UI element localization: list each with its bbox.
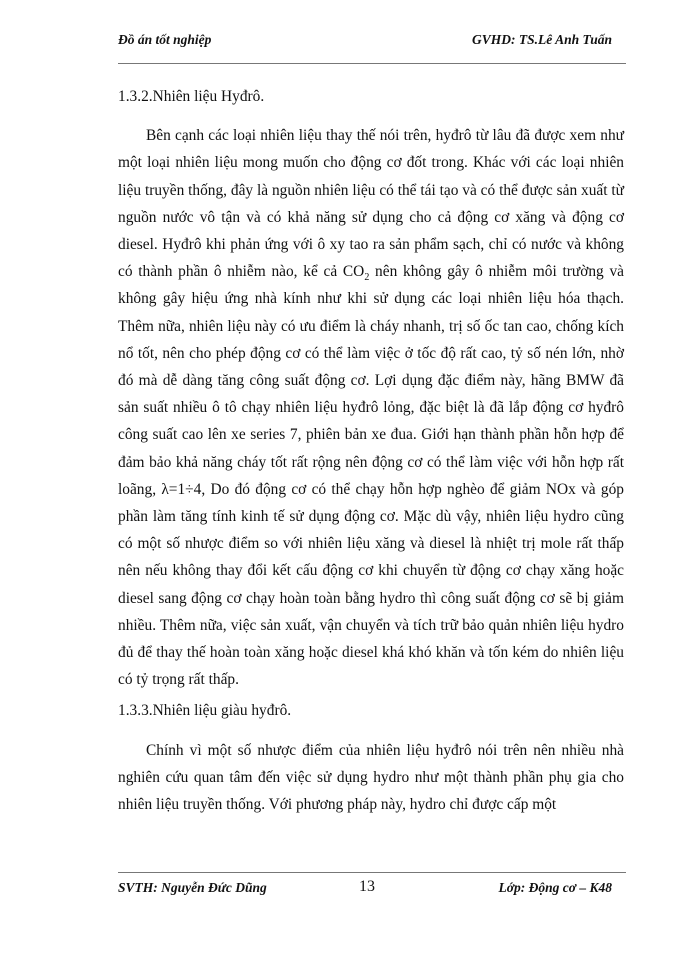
paragraph-hydrogen-rich: Chính vì một số nhược điểm của nhiên liệu hyđrô nói trên nên nhiều nhà nghiên cứu quan tâm đến việc sử dụng hydro như một thành phần phụ gia cho nhiên liệu truyền thống. Với phương pháp này, hydro chỉ được cấp một <box>118 741 624 814</box>
header-advisor: GVHD: TS.Lê Anh Tuấn <box>471 32 612 47</box>
section-heading-hydrogen-rich: 1.3.3.Nhiên liệu giàu hyđrô. <box>118 702 292 720</box>
co2-subscript: 2 <box>364 272 370 284</box>
paragraph-hydrogen-part-b: nên không gây ô nhiễm môi trường và không gây hiệu ứng nhà kính như khi sử dụng các loại nhiên liệu hóa thạch. Thêm nữa, nhiên liệu này có ưu điểm là cháy nhanh, trị số ốc tan cao, chống kích nổ tốt, nên cho phép động cơ có thể làm việc ở tốc độ rất cao, tỷ số nén lớn, nhờ đó mà dễ dàng tăng công suất động cơ. Lợi dụng đặc điểm này, hãng BMW đã sản suất nhiều ô tô chạy nhiên liệu hyđrô lỏng, đặc biệt là đã lắp động cơ hyđrô công suất cao lên xe series 7, phiên bản xe đua. Giới hạn thành phần hỗn hợp để đảm bảo khả năng cháy tốt rất rộng nên động cơ có thể làm việc với hỗn hợp rất loãng, λ=1÷4, Do đó động cơ có thể chạy hỗn hợp nghèo để giảm NOx và góp phần làm tăng tính kinh tế sử dụng động cơ. Mặc dù vậy, nhiên liệu hydro cũng có một số nhược điểm so với nhiên liệu xăng và diesel là nhiệt trị mole rất thấp nên nếu không thay đổi kết cấu động cơ khi chuyển từ động cơ chạy xăng hoặc diesel sang động cơ chạy hoàn toàn bằng hydro thì công suất động cơ sẽ bị giảm nhiều. Thêm nữa, việc sản xuất, vận chuyển và tích trữ bảo quản nhiên liệu hydro đủ để thay thế hoàn toàn xăng hoặc diesel khá khó khăn và tốn kém do nhiên liệu có tỷ trọng rất thấp. <box>118 263 624 689</box>
header-divider <box>118 63 626 64</box>
footer-divider <box>118 872 626 873</box>
page-footer <box>118 880 612 900</box>
footer-student: SVTH: Nguyễn Đức Dũng <box>118 880 267 895</box>
header-document-title: Đồ án tốt nghiệp <box>118 32 212 47</box>
footer-class: Lớp: Động cơ – K48 <box>498 880 612 895</box>
paragraph-hydrogen <box>118 122 624 693</box>
section-heading-hydrogen: 1.3.2.Nhiên liệu Hyđrô. <box>118 88 265 105</box>
page-number: 13 <box>359 878 375 895</box>
page-header <box>118 32 612 52</box>
page-body <box>118 83 624 822</box>
paragraph-hydrogen-part-a: Bên cạnh các loại nhiên liệu thay thế nói trên, hyđrô từ lâu đã được xem như một loại nhiên liệu mong muốn cho động cơ đốt trong. Khác với các loại nhiên liệu truyền thống, đây là nguồn nhiên liệu có thể tái tạo và có thể được sản xuất từ nguồn nước vô tận và có khả năng sử dụng cho cả động cơ xăng và động cơ diesel. Hyđrô khi phản ứng với ô xy tao ra sản phẩm sạch, chỉ có nước và không có thành phần ô nhiễm nào, kể cả CO <box>118 127 624 281</box>
